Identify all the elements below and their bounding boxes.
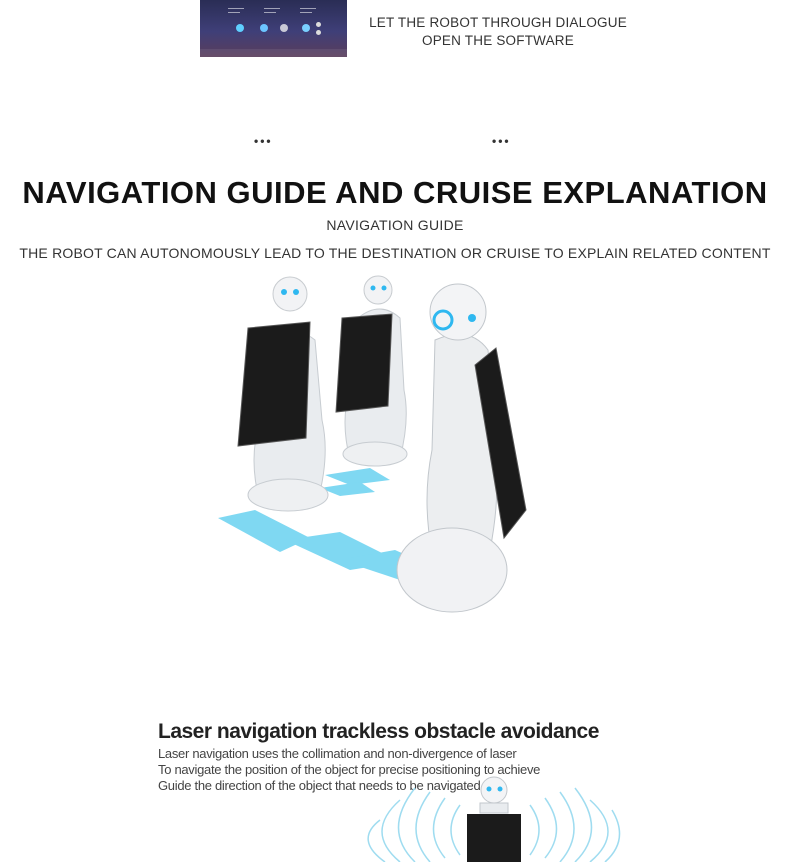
laser-line-2: To navigate the position of the object for precise positioning to achieve (158, 762, 541, 777)
section-subtitle: NAVIGATION GUIDE (326, 217, 464, 233)
laser-line-3: Guide the direction of the object that needs to be navigated (158, 778, 481, 793)
laser-waves-right (530, 788, 620, 862)
app-icon (280, 24, 288, 32)
robot-left (238, 277, 328, 511)
software-caption (360, 14, 636, 50)
laser-title: Laser navigation trackless obstacle avoidance (158, 720, 599, 743)
caption-line-2: OPEN THE SOFTWARE (422, 33, 574, 48)
app-icon (316, 30, 321, 35)
app-icon (302, 24, 310, 32)
section-dots-left: ••• (254, 134, 273, 148)
robot-front (397, 284, 526, 612)
section-description: THE ROBOT CAN AUTONOMOUSLY LEAD TO THE DESTINATION OR CRUISE TO EXPLAIN RELATED CONTENT (19, 245, 771, 261)
section-dots-right: ••• (492, 134, 511, 148)
section-title: NAVIGATION GUIDE AND CRUISE EXPLANATION (22, 175, 768, 210)
laser-line-1: Laser navigation uses the collimation and non-divergence of laser (158, 746, 517, 761)
caption-line-1: LET THE ROBOT THROUGH DIALOGUE (369, 15, 627, 30)
app-icon (236, 24, 244, 32)
thumbnail-bottom-bar (200, 49, 347, 57)
laser-robot (467, 777, 521, 862)
robots-navigation-illustration (200, 270, 560, 630)
laser-waves-left (368, 788, 460, 862)
laser-robot-illustration (350, 770, 630, 862)
robot-middle (336, 276, 407, 466)
software-screenshot-thumbnail (200, 0, 347, 57)
app-icon (316, 22, 321, 27)
app-icon (260, 24, 268, 32)
